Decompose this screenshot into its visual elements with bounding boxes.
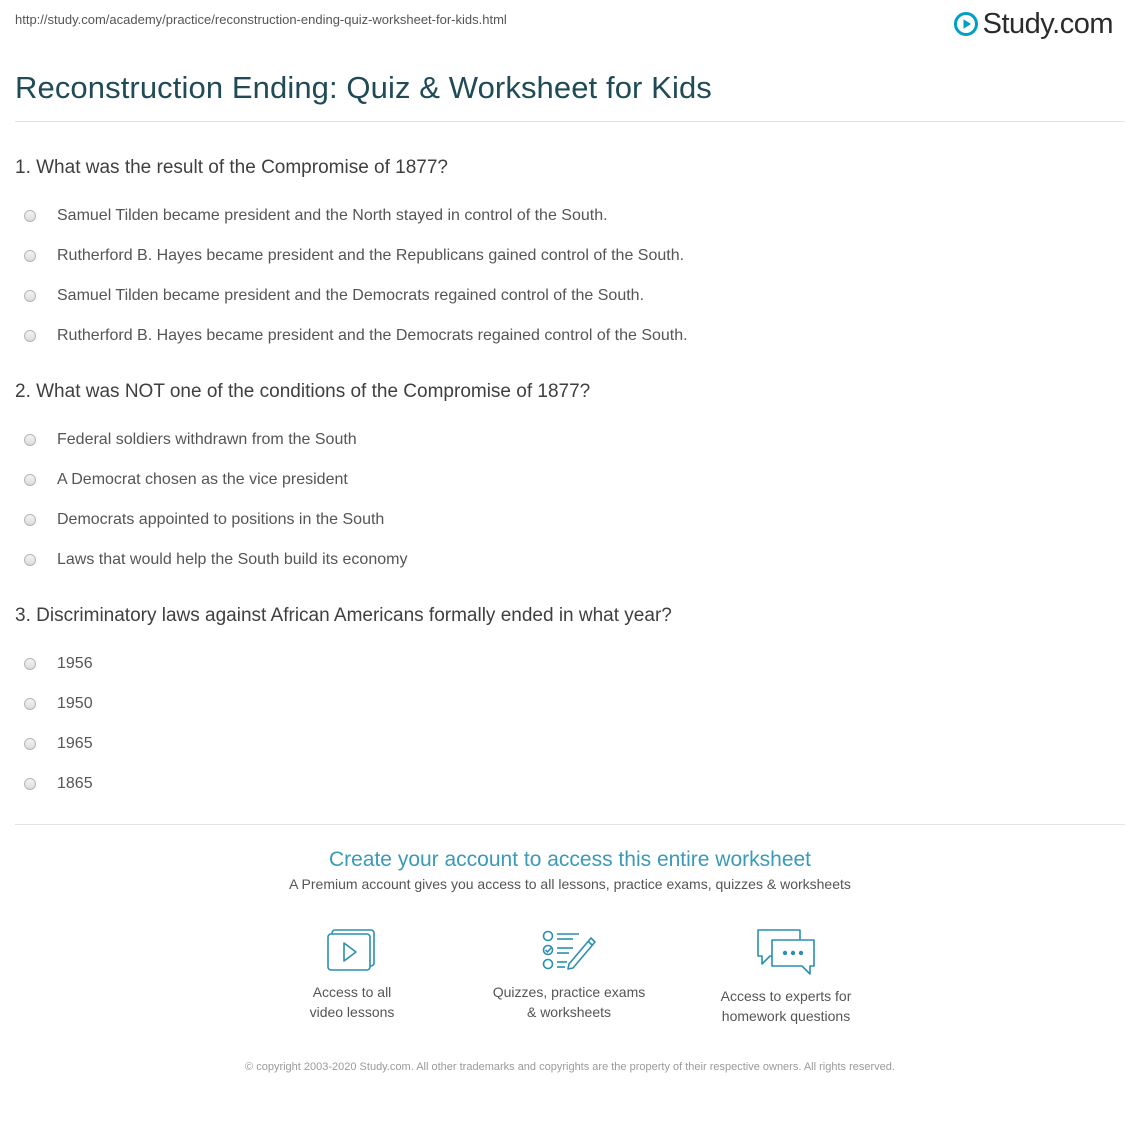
answer-option[interactable] [15, 684, 1125, 724]
answer-label: Laws that would help the South build its economy [57, 551, 408, 568]
answer-label: Federal soldiers withdrawn from the South [57, 431, 357, 448]
question-2 [15, 379, 1125, 580]
answer-label: Democrats appointed to positions in the South [57, 511, 385, 528]
feature-label: Quizzes, practice exams & worksheets [492, 984, 646, 1020]
question-text: 3. Discriminatory laws against African Americans formally ended in what year? [15, 605, 672, 626]
radio-button[interactable] [24, 210, 36, 222]
answer-options [15, 644, 1125, 804]
radio-button[interactable] [24, 434, 36, 446]
feature-quizzes [469, 928, 669, 1022]
answer-option[interactable] [15, 196, 1125, 236]
video-lesson-icon [326, 928, 378, 972]
answer-label: Samuel Tilden became president and the Democrats regained control of the South. [57, 287, 645, 304]
answer-option[interactable] [15, 276, 1125, 316]
question-text: 1. What was the result of the Compromise of 1877? [15, 157, 448, 178]
feature-experts [686, 928, 886, 1026]
create-account-link[interactable]: Create your account to access this entire worksheet [328, 848, 812, 871]
answer-option[interactable] [15, 724, 1125, 764]
answer-label: 1965 [57, 735, 93, 752]
feature-video-lessons [252, 928, 452, 1022]
play-circle-icon [954, 12, 978, 36]
copyright-text: © copyright 2003-2020 Study.com. All other trademarks and copyrights are the property of their respective owners. All rights reserved. [245, 1061, 895, 1073]
radio-button[interactable] [24, 250, 36, 262]
question-text: 2. What was NOT one of the conditions of the Compromise of 1877? [15, 381, 591, 402]
answer-option[interactable] [15, 316, 1125, 356]
radio-button[interactable] [24, 778, 36, 790]
answer-label: Rutherford B. Hayes became president and the Republicans gained control of the South. [57, 247, 685, 264]
answer-label: A Democrat chosen as the vice president [57, 471, 348, 488]
radio-button[interactable] [24, 330, 36, 342]
radio-button[interactable] [24, 514, 36, 526]
answer-option[interactable] [15, 460, 1125, 500]
top-bar [15, 0, 1125, 48]
answer-label: 1956 [57, 655, 93, 672]
question-3 [15, 603, 1125, 804]
chat-bubbles-icon [754, 928, 818, 976]
answer-label: 1950 [57, 695, 93, 712]
quiz-checklist-icon [541, 928, 597, 972]
logo-text: Study.com [982, 7, 1113, 40]
answer-option[interactable] [15, 236, 1125, 276]
question-1 [15, 155, 1125, 356]
divider [15, 824, 1125, 825]
page-url: http://study.com/academy/practice/reconstruction-ending-quiz-worksheet-for-kids.html [15, 12, 507, 27]
divider [15, 121, 1125, 122]
answer-label: Rutherford B. Hayes became president and the Democrats regained control of the South. [57, 327, 688, 344]
feature-label: Access to experts for homework questions [720, 988, 852, 1024]
study-logo[interactable] [954, 8, 1113, 40]
radio-button[interactable] [24, 474, 36, 486]
radio-button[interactable] [24, 554, 36, 566]
answer-label: 1865 [57, 775, 93, 792]
feature-label: Access to all video lessons [309, 984, 395, 1020]
page-title: Reconstruction Ending: Quiz & Worksheet for Kids [15, 70, 712, 105]
cta-subtitle: A Premium account gives you access to all lessons, practice exams, quizzes & worksheets [289, 876, 851, 892]
signup-cta [15, 846, 1125, 892]
radio-button[interactable] [24, 738, 36, 750]
answer-options [15, 420, 1125, 580]
answer-option[interactable] [15, 644, 1125, 684]
radio-button[interactable] [24, 658, 36, 670]
answer-option[interactable] [15, 764, 1125, 804]
answer-option[interactable] [15, 540, 1125, 580]
answer-option[interactable] [15, 500, 1125, 540]
radio-button[interactable] [24, 698, 36, 710]
radio-button[interactable] [24, 290, 36, 302]
copyright-footer [15, 1057, 1125, 1076]
answer-option[interactable] [15, 420, 1125, 460]
answer-label: Samuel Tilden became president and the North stayed in control of the South. [57, 207, 608, 224]
answer-options [15, 196, 1125, 356]
page [15, 0, 1125, 1073]
